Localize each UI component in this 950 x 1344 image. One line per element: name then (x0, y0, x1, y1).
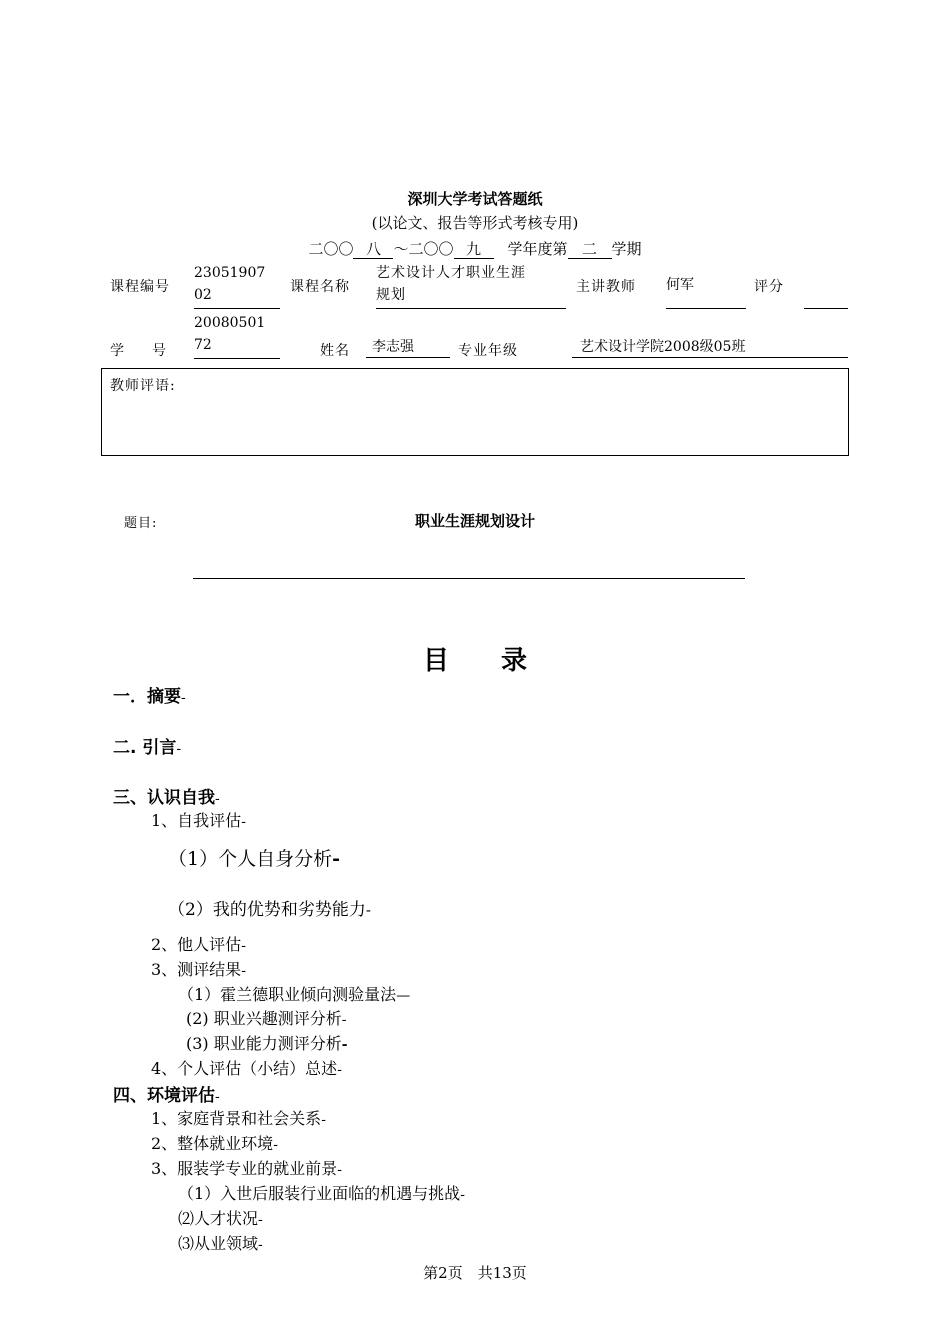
teacher-comment-box (101, 368, 849, 456)
course-no-label: 课程编号 (110, 279, 170, 295)
toc-item[interactable]: 2、他人评估- (151, 935, 247, 954)
course-name-line1: 艺术设计人才职业生涯 (376, 265, 526, 281)
score-label: 评分 (754, 279, 784, 295)
student-no-label: 学 号 (110, 343, 166, 359)
toc-item[interactable]: 3、服装学专业的就业前景- (151, 1159, 343, 1178)
toc-item[interactable]: 1、家庭背景和社会关系- (151, 1109, 327, 1128)
topic-title: 职业生涯规划设计 (414, 512, 535, 530)
toc-title: 目 录 (422, 646, 527, 676)
semester-field: 二 (568, 240, 612, 259)
toc-item[interactable]: (3) 职业能力测评分析- (186, 1034, 348, 1053)
exam-sheet-title: 深圳大学考试答题纸 (407, 190, 543, 208)
toc-item[interactable]: （1）入世后服装行业面临的机遇与挑战- (178, 1184, 466, 1203)
toc-item[interactable]: 2、整体就业环境- (151, 1134, 279, 1153)
topic-label: 题目: (124, 516, 158, 531)
course-name-label: 课程名称 (290, 279, 350, 295)
toc-item[interactable]: 二. 引言- (113, 738, 183, 758)
toc-item[interactable]: 三、认识自我- (113, 788, 221, 808)
toc-item[interactable]: （1）个人自身分析- (168, 848, 341, 870)
name-label: 姓名 (320, 343, 350, 359)
year-prefix: 二〇〇 (308, 240, 354, 258)
toc-item[interactable]: (2) 职业兴趣测评分析- (186, 1009, 348, 1028)
course-no-line1: 23051907 (194, 265, 266, 281)
academic-year-line (0, 238, 950, 259)
course-name-field (376, 262, 566, 309)
year-end-field: 九 (454, 240, 494, 259)
course-no-line2: 02 (194, 287, 212, 303)
course-no-field (194, 262, 280, 309)
semester-suffix: 学期 (611, 240, 642, 258)
score-field (804, 274, 848, 309)
course-name-line2: 规划 (376, 287, 406, 303)
teacher-comment-label: 教师评语: (110, 378, 176, 394)
year-start-field: 八 (353, 240, 393, 259)
toc-item[interactable]: 4、个人评估（小结）总述- (151, 1059, 343, 1078)
teacher-name: 何军 (666, 277, 694, 293)
page-number: 第2页 共13页 (423, 1264, 527, 1282)
toc-item[interactable]: 一．摘要- (113, 687, 187, 707)
year-label: 学年度第 (507, 240, 568, 258)
major-value: 艺术设计学院2008级05班 (580, 339, 746, 355)
toc-item[interactable]: （2）我的优势和劣势能力- (168, 900, 372, 920)
toc-item[interactable]: ⑶从业领域- (178, 1234, 264, 1253)
student-no-field (194, 312, 280, 359)
year-mid: ～二〇〇 (393, 240, 454, 258)
toc-item[interactable]: 四、环境评估- (113, 1086, 221, 1106)
major-field (572, 336, 848, 358)
major-label: 专业年级 (458, 343, 518, 359)
topic-underline (193, 578, 745, 579)
teacher-label: 主讲教师 (576, 279, 636, 295)
student-no-line2: 72 (194, 337, 212, 353)
toc-item[interactable]: 1、自我评估- (151, 811, 247, 830)
teacher-field (666, 274, 746, 309)
toc-item[interactable]: （1）霍兰德职业倾向测验量法— (178, 985, 412, 1004)
student-name: 李志强 (372, 339, 414, 355)
exam-sheet-subtitle: (以论文、报告等形式考核专用) (371, 214, 579, 232)
toc-item[interactable]: ⑵人才状况- (178, 1209, 264, 1228)
student-no-line1: 20080501 (194, 315, 266, 331)
name-field (366, 336, 450, 358)
toc-item[interactable]: 3、测评结果- (151, 960, 247, 979)
